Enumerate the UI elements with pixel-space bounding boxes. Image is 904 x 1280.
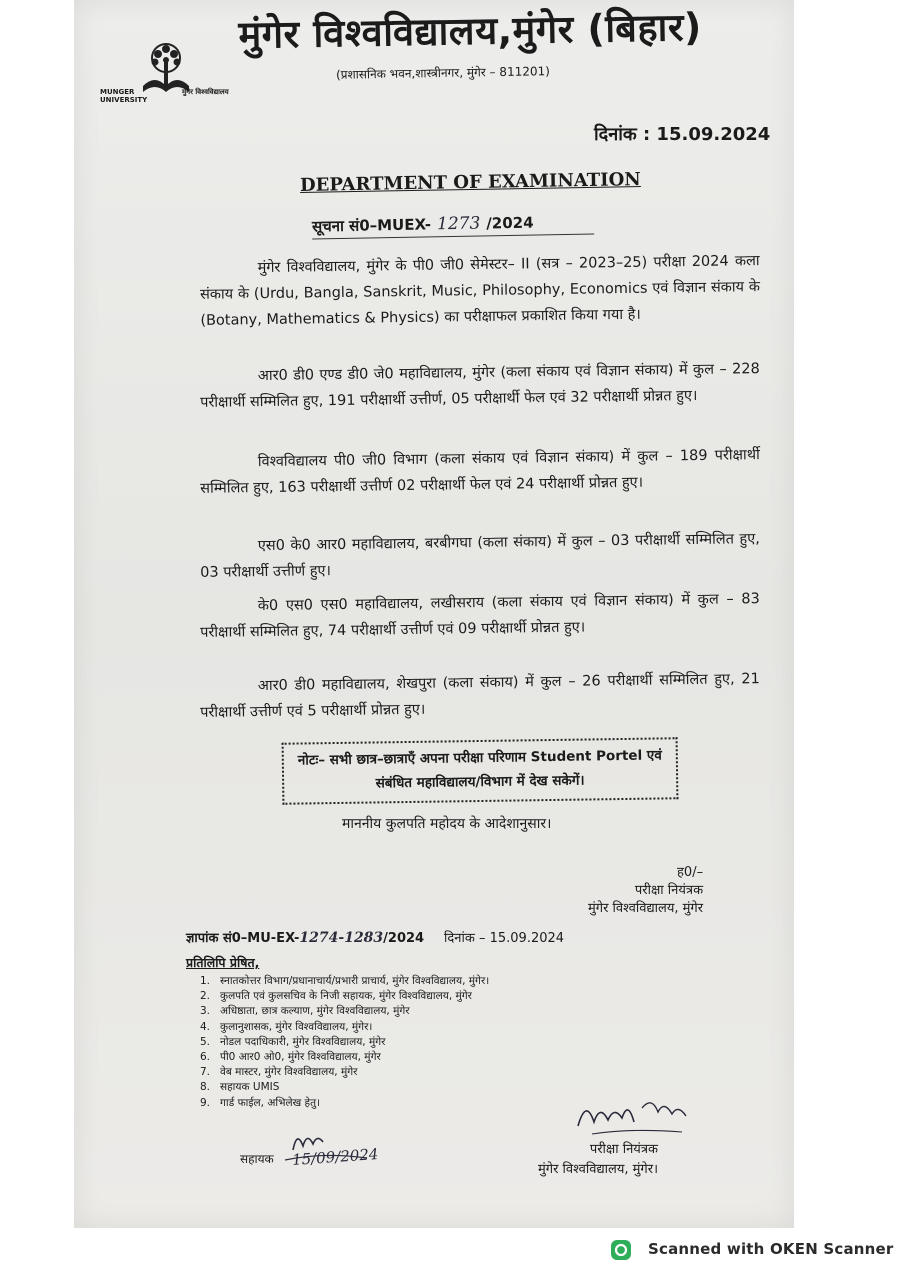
paragraph-skr-college: एस0 के0 आर0 महाविद्यालय, बरबीगघा (कला संकाय) में कुल – 03 परीक्षार्थी सम्मिलित हुए, 03 परीक्षार्थी उत्तीर्ण हुए।: [200, 531, 760, 581]
paragraph-rd-dj-college: आर0 डी0 एण्ड डी0 जे0 महाविद्यालय, मुंगेर (कला संकाय एवं विज्ञान संकाय) में कुल – 228 परीक्षार्थी सम्मिलित हुए, 191 परीक्षार्थी उत्तीर्ण, 05 परीक्षार्थी फेल एवं 32 परीक्षार्थी प्रोन्नत हुए।: [200, 361, 760, 411]
logo-text-hindi: मुंगेर विश्वविद्यालय: [182, 88, 229, 96]
signatory-block-2: [538, 1140, 658, 1180]
list-item: 5. नोडल पदाधिकारी, मुंगेर विश्वविद्यालय, मुंगेर: [200, 1035, 386, 1048]
notice-number: [312, 212, 594, 240]
paragraph-result-intro: मुंगेर विश्वविद्यालय, मुंगेर के पी0 जी0 सेमेस्टर– II (सत्र – 2023–25) परीक्षा 2024 कला संकाय के (Urdu, Bangla, Sanskrit, Music, Philosophy, Economics एवं विज्ञान संकाय के (Botany, Mathematics & Physics) का परीक्षाफल प्रकाशित किया गया है।: [199, 253, 761, 329]
notice-date: दिनांक : 15.09.2024: [594, 124, 771, 145]
notice-suffix: /2024: [486, 213, 534, 233]
assistant-label: सहायक: [240, 1152, 274, 1166]
memo-handwritten-number: 1274-1283: [299, 930, 384, 946]
sd-mark: ह0/–: [677, 865, 704, 880]
signatory-2-org: मुंगेर विश्वविद्यालय, मुंगेर।: [538, 1162, 658, 1177]
list-item: 8. सहायक UMIS: [200, 1081, 280, 1094]
memo-date: दिनांक – 15.09.2024: [444, 931, 565, 946]
notice-handwritten-number: 1273: [436, 213, 481, 235]
list-item: 4. कुलानुशासक, मुंगेर विश्वविद्यालय, मुंगेर।: [200, 1020, 373, 1033]
memo-number: ज्ञापांक सं0–MU-EX-1274-1283/2024: [186, 930, 425, 946]
list-item: 3. अधिष्ठाता, छात्र कल्याण, मुंगेर विश्वविद्यालय, मुंगेर: [200, 1005, 410, 1018]
signatory-2-designation: परीक्षा नियंत्रक: [589, 1142, 658, 1157]
list-item: 1. स्नातकोत्तर विभाग/प्रधानाचार्य/प्रभारी प्राचार्य, मुंगेर विश्वविद्यालय, मुंगेर।: [200, 975, 490, 987]
list-item: 9. गार्ड फाईल, अभिलेख हेतु।: [200, 1096, 321, 1109]
oken-scanner-icon: [610, 1239, 632, 1261]
logo-text-english: MUNGER UNIVERSITY: [100, 88, 148, 104]
note-box: नोटः– सभी छात्र–छात्राएँ अपना परीक्षा परिणाम Student Portel एवं संबंधित महाविद्यालय/विभाग में देख सकेगें।: [282, 737, 679, 805]
scanner-label: Scanned with OKEN Scanner: [648, 1240, 894, 1258]
paragraph-pg-department: विश्वविद्यालय पी0 जी0 विभाग (कला संकाय एवं विज्ञान संकाय) में कुल – 189 परीक्षार्थी सम्मिलित हुए, 163 परीक्षार्थी उत्तीर्ण 02 परीक्षार्थी फेल एवं 24 परीक्षार्थी प्रोन्नत हुए।: [200, 447, 760, 497]
university-title: मुंगेर विश्वविद्यालय,मुंगेर (बिहार): [238, 4, 703, 57]
copy-list: [200, 974, 489, 1111]
copy-to-heading: प्रतिलिपि प्रेषित,: [186, 955, 260, 970]
signatory-1-org: मुंगेर विश्वविद्यालय, मुंगेर: [588, 901, 704, 916]
paragraph-rd-college-sheikhpura: आर0 डी0 महाविद्यालय, शेखपुरा (कला संकाय) में कुल – 26 परीक्षार्थी सम्मिलित हुए, 21 परीक्षार्थी उत्तीर्ण एवं 5 परीक्षार्थी प्रोन्नत हुए।: [200, 671, 760, 721]
list-item: 2. कुलपति एवं कुलसचिव के निजी सहायक, मुंगेर विश्वविद्यालय, मुंगेर: [200, 990, 472, 1003]
signatory-block-1: [588, 864, 703, 918]
signatory-1-designation: परीक्षा नियंत्रक: [634, 883, 704, 898]
list-item: 7. वेब मास्टर, मुंगेर विश्वविद्यालय, मुंगेर: [200, 1066, 358, 1079]
university-address: (प्रशासनिक भवन,शास्त्रीनगर, मुंगेर – 811201): [335, 64, 550, 82]
order-line: माननीय कुलपति महोदय के आदेशानुसार।: [342, 816, 552, 832]
notice-prefix: सूचना सं0–MUEX-: [311, 215, 432, 236]
controller-signature-icon: [572, 1092, 692, 1142]
department-heading: DEPARTMENT OF EXAMINATION: [299, 169, 641, 196]
assistant-sign-date: 15/09/2024: [291, 1145, 379, 1169]
scanner-watermark: [610, 1237, 900, 1263]
paragraph-kss-college: के0 एस0 एस0 महाविद्यालय, लखीसराय (कला संकाय एवं विज्ञान संकाय) में कुल – 83 परीक्षार्थी सम्मिलित हुए, 74 परीक्षार्थी उत्तीर्ण एवं 09 परीक्षार्थी प्रोन्नत हुए।: [200, 591, 760, 641]
list-item: 6. पी0 आर0 ओ0, मुंगेर विश्वविद्यालय, मुंगेर: [200, 1051, 381, 1064]
